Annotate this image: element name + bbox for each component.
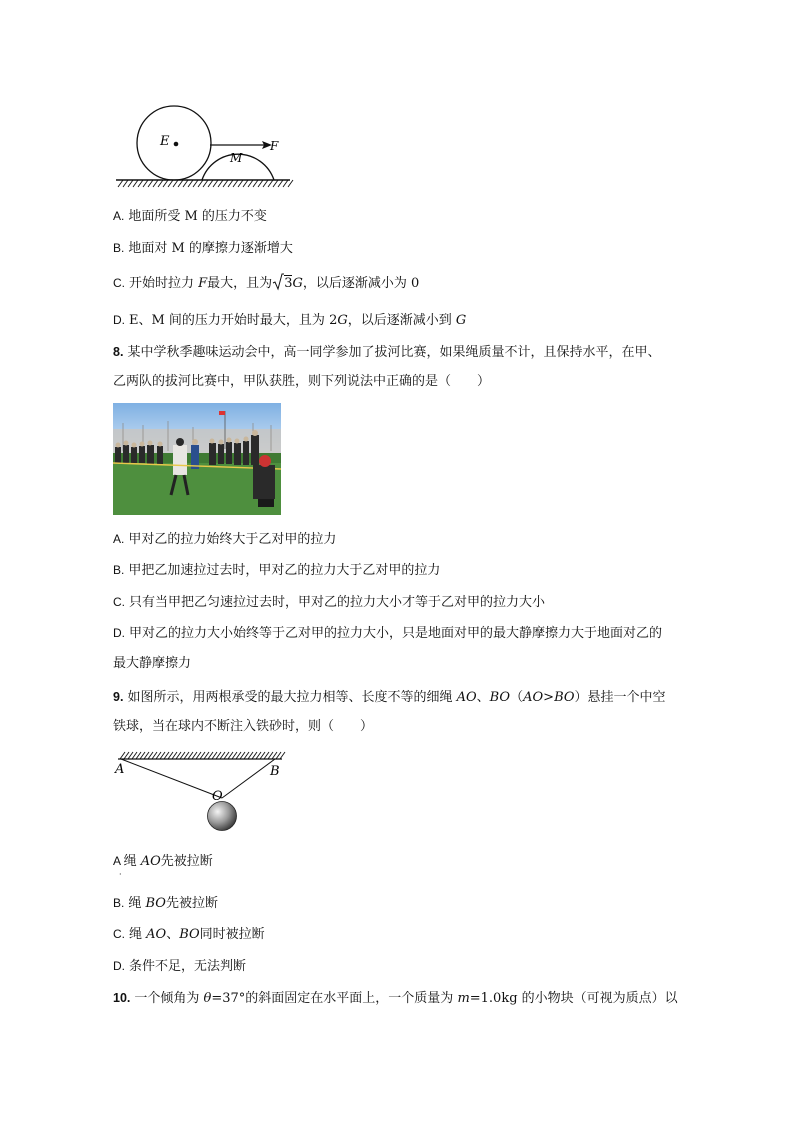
q10-stem-line1: 10. 一个倾角为 θ=37°的斜面固定在水平面上，一个质量为 m=1.0kg 的小物块（可视为质点）以 [113,991,678,1006]
tug-of-war-photo [113,403,281,515]
label-F: F [270,139,279,153]
q8-stem-line2: 乙两队的拔河比赛中，甲队获胜，则下列说法中正确的是（ ） [113,374,491,389]
iron-ball [208,802,237,831]
rope-AO [121,759,222,798]
rope-BO [222,759,275,798]
q8-option-a: A. 甲对乙的拉力始终大于乙对甲的拉力 [113,532,337,547]
q8-option-b: B. 甲把乙加速拉过去时，甲对乙的拉力大于乙对甲的拉力 [113,563,441,578]
q8-option-d-cont: 最大静摩擦力 [113,656,192,671]
q9-stem-line2: 铁球，当在球内不断注入铁砂时，则（ ） [113,719,374,734]
q9-option-d: D. 条件不足，无法判断 [113,959,247,974]
q7-option-c: C. 开始时拉力 F最大，且为 3G，以后逐渐减小为 0 [113,273,419,293]
q9-option-a: $A_\cdot$绳 AO先被拉断 [113,854,213,879]
q7-option-d: D. E、M 间的压力开始时最大，且为 2G，以后逐渐减小到 G [113,313,467,328]
q8-option-c: C. 只有当甲把乙匀速拉过去时，甲对乙的拉力大小才等于乙对甲的拉力大小 [113,595,546,610]
label-E: E [160,134,170,149]
label-O: O [212,789,223,804]
label-B: B [270,764,280,779]
q8-stem-line1: 8. 某中学秋季趣味运动会中，高一同学参加了拔河比赛，如果绳质量不计，且保持水平，在甲、 [113,345,661,360]
q9-option-c: C. 绳 AO、BO同时被拉断 [113,927,265,942]
figure-ball-and-block [110,100,300,192]
q7-option-b: B. 地面对 M 的摩擦力逐渐增大 [113,241,293,256]
q9-option-b: B. 绳 BO先被拉断 [113,896,218,911]
label-A: A [115,762,125,777]
label-M: M [230,151,243,165]
q9-stem-line1: 9. 如图所示，用两根承受的最大拉力相等、长度不等的细绳 AO、BO（AO>BO）悬挂一个中空 [113,690,666,705]
ball-center-dot [174,142,179,147]
figure-hanging-ball [112,748,292,838]
sqrt-symbol: 3 [272,273,292,293]
q8-option-d: D. 甲对乙的拉力大小始终等于乙对甲的拉力大小，只是地面对甲的最大静摩擦力大于地面对乙的 [113,626,663,641]
q7-option-a: A. 地面所受 M 的压力不变 [113,209,267,224]
